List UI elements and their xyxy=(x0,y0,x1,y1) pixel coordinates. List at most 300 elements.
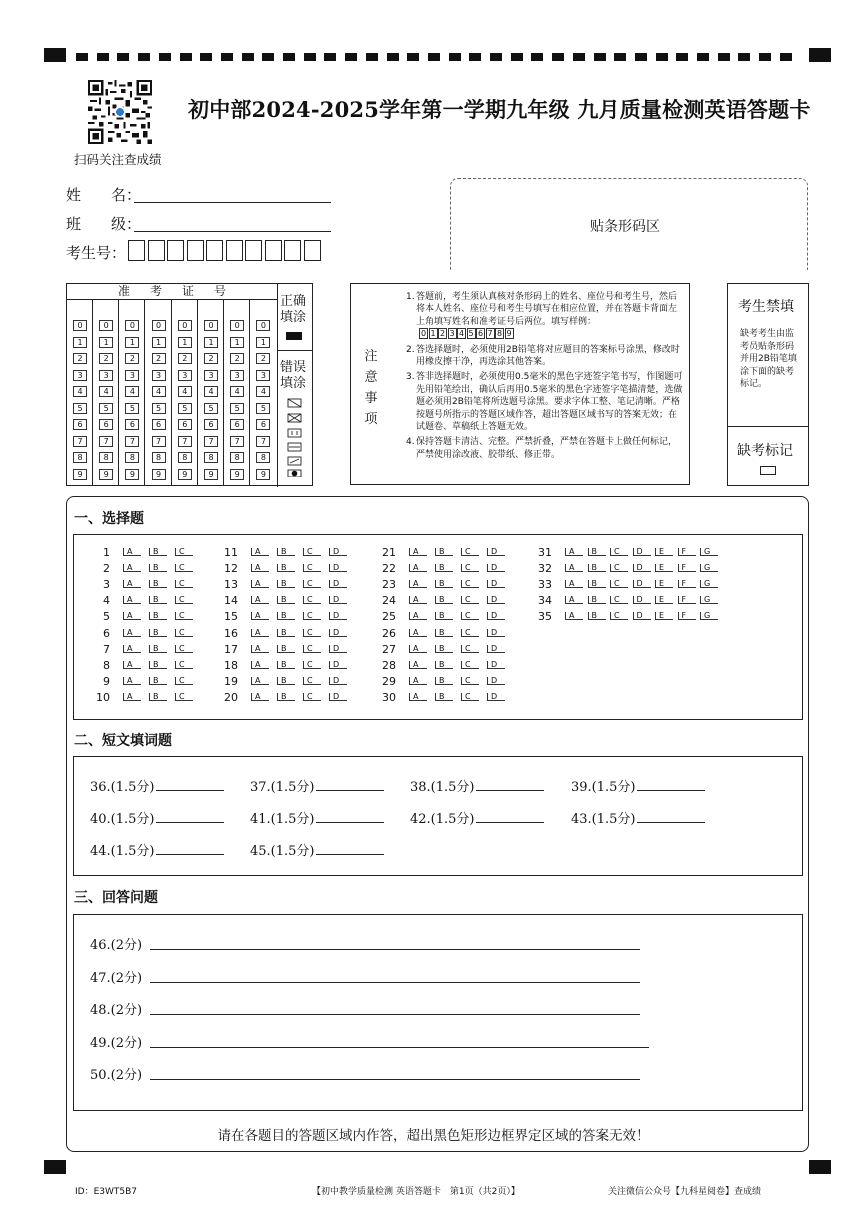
answer-line[interactable] xyxy=(150,982,640,983)
fill-blank-item xyxy=(250,776,384,795)
mc-option-bubble[interactable] xyxy=(123,547,141,556)
fill-blank-label: 40.(1.5分) xyxy=(90,812,155,827)
mc-option-bubble[interactable] xyxy=(149,644,167,653)
answer-line[interactable] xyxy=(150,1014,640,1015)
mc-option-bubble[interactable] xyxy=(277,595,295,604)
mc-option-bubble[interactable] xyxy=(588,595,606,604)
name-field[interactable] xyxy=(134,202,331,203)
mc-option-bubble[interactable] xyxy=(655,579,673,588)
ticket-digit-bubble[interactable]: 6 xyxy=(125,419,139,430)
ticket-digit-bubble[interactable]: 4 xyxy=(73,386,87,397)
mc-option-bubble[interactable] xyxy=(329,579,347,588)
mc-option-bubble[interactable] xyxy=(409,611,427,620)
answer-line[interactable] xyxy=(150,949,640,950)
mc-option-bubble[interactable] xyxy=(251,547,269,556)
mc-option-bubble[interactable] xyxy=(487,644,505,653)
mc-option-bubble[interactable] xyxy=(251,628,269,637)
fill-blank-line[interactable] xyxy=(637,811,705,823)
mc-option-bubble[interactable] xyxy=(633,563,651,572)
mc-option-bubble[interactable] xyxy=(123,676,141,685)
ticket-digit-bubble[interactable]: 6 xyxy=(256,419,270,430)
mc-option-label: A xyxy=(127,659,133,669)
mc-option-label: B xyxy=(439,627,445,637)
ticket-digit-bubble[interactable]: 4 xyxy=(125,386,139,397)
ticket-digit-bubble[interactable]: 5 xyxy=(178,403,192,414)
ticket-digit-bubble[interactable]: 9 xyxy=(99,469,113,480)
timing-mark-top-right xyxy=(809,48,831,62)
mc-option-bubble[interactable] xyxy=(175,676,193,685)
ticket-digit-bubble[interactable]: 9 xyxy=(256,469,270,480)
mc-option-bubble[interactable] xyxy=(700,595,718,604)
mc-option-bubble[interactable] xyxy=(175,628,193,637)
mc-option-bubble[interactable] xyxy=(487,563,505,572)
ticket-digit-bubble[interactable]: 2 xyxy=(256,353,270,364)
mc-option-bubble[interactable] xyxy=(149,547,167,556)
mc-option-bubble[interactable] xyxy=(329,595,347,604)
mc-option-bubble[interactable] xyxy=(655,611,673,620)
ticket-digit-bubble[interactable]: 3 xyxy=(256,370,270,381)
fill-blank-label: 44.(1.5分) xyxy=(90,844,155,859)
ticket-digit-column xyxy=(67,300,93,486)
mc-option-bubble[interactable] xyxy=(409,547,427,556)
timing-mark xyxy=(490,53,502,61)
ticket-digit-bubble[interactable]: 5 xyxy=(204,403,218,414)
ticket-digit-bubble[interactable]: 2 xyxy=(73,353,87,364)
ticket-digit-bubble[interactable]: 0 xyxy=(99,320,113,331)
mc-option-bubble[interactable] xyxy=(461,644,479,653)
ticket-digit-bubble[interactable]: 4 xyxy=(99,386,113,397)
ticket-digit-bubble[interactable]: 1 xyxy=(99,337,113,348)
mc-option-bubble[interactable] xyxy=(610,547,628,556)
mc-option-bubble[interactable] xyxy=(277,692,295,701)
ticket-digit-bubble[interactable]: 1 xyxy=(73,337,87,348)
mc-option-label: B xyxy=(591,595,597,605)
mc-option-bubble[interactable] xyxy=(329,676,347,685)
mc-option-bubble[interactable] xyxy=(487,692,505,701)
ticket-digit-bubble[interactable]: 0 xyxy=(125,320,139,331)
mc-option-bubble[interactable] xyxy=(409,595,427,604)
mc-option-bubble[interactable] xyxy=(303,644,321,653)
mc-option-label: E xyxy=(659,547,665,556)
mc-option-bubble[interactable] xyxy=(329,644,347,653)
mc-option-bubble[interactable] xyxy=(461,579,479,588)
mc-question-number: 25 xyxy=(382,610,396,624)
mc-option-label: B xyxy=(591,579,597,589)
fill-blank-line[interactable] xyxy=(156,779,224,791)
mc-option-label: B xyxy=(153,659,159,669)
mc-option-bubble[interactable] xyxy=(610,579,628,588)
mc-option-bubble[interactable] xyxy=(303,628,321,637)
absent-mark-box[interactable] xyxy=(760,466,776,475)
ticket-digit-bubble[interactable]: 3 xyxy=(230,370,244,381)
ticket-digit-bubble[interactable]: 8 xyxy=(204,452,218,463)
mc-option-label: C xyxy=(179,675,185,685)
exam-no-box[interactable] xyxy=(265,240,282,261)
mc-option-label: A xyxy=(127,611,133,621)
fill-blank-line[interactable] xyxy=(316,811,384,823)
mc-option-bubble[interactable] xyxy=(149,676,167,685)
mc-option-bubble[interactable] xyxy=(123,692,141,701)
mc-option-bubble[interactable] xyxy=(435,660,453,669)
mc-option-label: A xyxy=(413,643,419,653)
mc-option-bubble[interactable] xyxy=(123,563,141,572)
mc-option-label: A xyxy=(413,547,419,556)
ticket-digit-bubble[interactable]: 9 xyxy=(204,469,218,480)
mc-option-bubble[interactable] xyxy=(633,595,651,604)
ticket-digit-bubble[interactable]: 0 xyxy=(230,320,244,331)
mc-option-bubble[interactable] xyxy=(461,628,479,637)
mc-option-bubble[interactable] xyxy=(149,595,167,604)
mc-option-bubble[interactable] xyxy=(251,579,269,588)
ticket-digit-bubble[interactable]: 7 xyxy=(178,436,192,447)
ticket-digit-bubble[interactable]: 2 xyxy=(99,353,113,364)
answer-label: 46.(2分) xyxy=(90,938,143,953)
mc-option-bubble[interactable] xyxy=(610,595,628,604)
ticket-digit-bubble[interactable]: 1 xyxy=(125,337,139,348)
mc-option-bubble[interactable] xyxy=(588,547,606,556)
mc-option-bubble[interactable] xyxy=(633,611,651,620)
answer-line[interactable] xyxy=(150,1047,649,1048)
ticket-digit-bubble[interactable]: 1 xyxy=(178,337,192,348)
ticket-digit-bubble[interactable]: 8 xyxy=(125,452,139,463)
mc-option-bubble[interactable] xyxy=(149,611,167,620)
ticket-digit-bubble[interactable]: 7 xyxy=(125,436,139,447)
mc-option-bubble[interactable] xyxy=(588,563,606,572)
ticket-digit-bubble[interactable]: 6 xyxy=(178,419,192,430)
mc-option-bubble[interactable] xyxy=(409,692,427,701)
ticket-digit-bubble[interactable]: 2 xyxy=(178,353,192,364)
ticket-digit-bubble[interactable]: 9 xyxy=(178,469,192,480)
ticket-digit-bubble[interactable]: 8 xyxy=(99,452,113,463)
mc-option-bubble[interactable] xyxy=(123,628,141,637)
mc-option-bubble[interactable] xyxy=(435,595,453,604)
mc-option-bubble[interactable] xyxy=(175,547,193,556)
ticket-digit-bubble[interactable]: 3 xyxy=(73,370,87,381)
mc-option-bubble[interactable] xyxy=(409,644,427,653)
mc-option-bubble[interactable] xyxy=(610,563,628,572)
mc-option-bubble[interactable] xyxy=(123,611,141,620)
mc-option-bubble[interactable] xyxy=(435,579,453,588)
exam-no-box[interactable] xyxy=(167,240,184,261)
mc-option-bubble[interactable] xyxy=(409,660,427,669)
ticket-digit-bubble[interactable]: 2 xyxy=(230,353,244,364)
ticket-digit-bubble[interactable]: 0 xyxy=(204,320,218,331)
mc-option-bubble[interactable] xyxy=(487,595,505,604)
mc-option-bubble[interactable] xyxy=(435,692,453,701)
mc-option-bubble[interactable] xyxy=(461,660,479,669)
ticket-digit-bubble[interactable]: 1 xyxy=(152,337,166,348)
fill-blank-label: 42.(1.5分) xyxy=(410,812,475,827)
exam-no-box[interactable] xyxy=(245,240,262,261)
mc-option-bubble[interactable] xyxy=(700,611,718,620)
ticket-digit-bubble[interactable]: 3 xyxy=(178,370,192,381)
mc-option-label: C xyxy=(307,643,313,653)
ticket-digit-bubble[interactable]: 1 xyxy=(204,337,218,348)
mc-option-bubble[interactable] xyxy=(678,563,696,572)
mc-option-bubble[interactable] xyxy=(277,660,295,669)
ticket-digit-bubble[interactable]: 8 xyxy=(230,452,244,463)
mc-option-bubble[interactable] xyxy=(435,547,453,556)
fill-blank-line[interactable] xyxy=(476,779,544,791)
ticket-digit-bubble[interactable]: 2 xyxy=(204,353,218,364)
ticket-digit-bubble[interactable]: 6 xyxy=(230,419,244,430)
mc-option-bubble[interactable] xyxy=(251,660,269,669)
ticket-digit-bubble[interactable]: 8 xyxy=(178,452,192,463)
ticket-digit-bubble[interactable]: 5 xyxy=(256,403,270,414)
mc-option-bubble[interactable] xyxy=(487,660,505,669)
mc-option-bubble[interactable] xyxy=(435,644,453,653)
timing-mark xyxy=(718,53,730,61)
mc-option-bubble[interactable] xyxy=(329,611,347,620)
mc-option-bubble[interactable] xyxy=(435,676,453,685)
ticket-digit-column xyxy=(224,300,250,486)
mc-option-bubble[interactable] xyxy=(565,579,583,588)
ticket-digit-bubble[interactable]: 6 xyxy=(99,419,113,430)
mc-option-bubble[interactable] xyxy=(700,579,718,588)
ticket-digit-bubble[interactable]: 5 xyxy=(73,403,87,414)
fill-blank-line[interactable] xyxy=(316,779,384,791)
mc-option-bubble[interactable] xyxy=(149,628,167,637)
timing-mark xyxy=(304,53,316,61)
mc-option-bubble[interactable] xyxy=(303,660,321,669)
fill-blank-line[interactable] xyxy=(156,811,224,823)
exam-no-box[interactable] xyxy=(148,240,165,261)
ticket-digit-bubble[interactable]: 3 xyxy=(125,370,139,381)
ticket-digit-bubble[interactable]: 9 xyxy=(125,469,139,480)
mc-option-bubble[interactable] xyxy=(303,676,321,685)
ticket-digit-bubble[interactable]: 9 xyxy=(73,469,87,480)
mc-option-bubble[interactable] xyxy=(655,547,673,556)
ticket-digit-bubble[interactable]: 7 xyxy=(204,436,218,447)
timing-mark-bottom-right xyxy=(809,1160,831,1174)
mc-option-bubble[interactable] xyxy=(277,579,295,588)
mc-option-bubble[interactable] xyxy=(251,692,269,701)
timing-mark xyxy=(780,53,792,61)
ticket-digit-bubble[interactable]: 5 xyxy=(99,403,113,414)
exam-no-box[interactable] xyxy=(187,240,204,261)
mc-option-label: C xyxy=(179,627,185,637)
mc-option-label: C xyxy=(179,643,185,653)
mc-option-bubble[interactable] xyxy=(123,660,141,669)
mc-option-bubble[interactable] xyxy=(565,547,583,556)
mc-option-label: B xyxy=(281,691,287,701)
mc-option-bubble[interactable] xyxy=(251,595,269,604)
timing-mark xyxy=(428,53,440,61)
ticket-digit-bubble[interactable]: 1 xyxy=(230,337,244,348)
mc-option-bubble[interactable] xyxy=(175,595,193,604)
mc-option-bubble[interactable] xyxy=(588,579,606,588)
ticket-digit-bubble[interactable]: 6 xyxy=(73,419,87,430)
mc-option-label: A xyxy=(255,611,261,621)
mc-option-label: B xyxy=(153,563,159,573)
ticket-digit-bubble[interactable]: 4 xyxy=(204,386,218,397)
mc-option-bubble[interactable] xyxy=(303,563,321,572)
ticket-digit-bubble[interactable]: 2 xyxy=(152,353,166,364)
mc-option-bubble[interactable] xyxy=(461,563,479,572)
mc-option-bubble[interactable] xyxy=(329,660,347,669)
ticket-digit-bubble[interactable]: 4 xyxy=(256,386,270,397)
ticket-digit-bubble[interactable]: 9 xyxy=(152,469,166,480)
ticket-digit-bubble[interactable]: 2 xyxy=(125,353,139,364)
mc-option-bubble[interactable] xyxy=(435,563,453,572)
answer-line[interactable] xyxy=(150,1079,640,1080)
mc-option-bubble[interactable] xyxy=(175,660,193,669)
mc-option-bubble[interactable] xyxy=(655,595,673,604)
mc-option-bubble[interactable] xyxy=(303,547,321,556)
mc-option-bubble[interactable] xyxy=(435,628,453,637)
mc-option-bubble[interactable] xyxy=(175,644,193,653)
mc-option-bubble[interactable] xyxy=(409,676,427,685)
ticket-digit-bubble[interactable]: 0 xyxy=(73,320,87,331)
mc-option-bubble[interactable] xyxy=(588,611,606,620)
mc-option-bubble[interactable] xyxy=(329,692,347,701)
mc-option-label: A xyxy=(255,627,261,637)
mc-option-bubble[interactable] xyxy=(123,644,141,653)
mc-option-bubble[interactable] xyxy=(175,692,193,701)
mc-option-bubble[interactable] xyxy=(175,579,193,588)
fill-blank-line[interactable] xyxy=(156,843,224,855)
mc-option-bubble[interactable] xyxy=(303,611,321,620)
mc-option-bubble[interactable] xyxy=(251,644,269,653)
ticket-digit-bubble[interactable]: 3 xyxy=(152,370,166,381)
mc-option-bubble[interactable] xyxy=(303,595,321,604)
ticket-digit-bubble[interactable]: 5 xyxy=(230,403,244,414)
mc-option-bubble[interactable] xyxy=(149,563,167,572)
ticket-digit-bubble[interactable]: 7 xyxy=(152,436,166,447)
mc-option-bubble[interactable] xyxy=(175,563,193,572)
mc-option-label: D xyxy=(491,643,498,653)
ticket-digit-bubble[interactable]: 0 xyxy=(256,320,270,331)
mc-option-bubble[interactable] xyxy=(277,644,295,653)
mc-question-number: 16 xyxy=(224,626,238,640)
ticket-digit-bubble[interactable]: 1 xyxy=(256,337,270,348)
class-field[interactable] xyxy=(134,231,331,232)
mc-option-bubble[interactable] xyxy=(329,563,347,572)
exam-no-box[interactable] xyxy=(226,240,243,261)
ticket-digit-bubble[interactable]: 6 xyxy=(152,419,166,430)
mc-option-bubble[interactable] xyxy=(487,628,505,637)
ticket-digit-bubble[interactable]: 7 xyxy=(256,436,270,447)
ticket-digit-bubble[interactable]: 9 xyxy=(230,469,244,480)
mc-option-bubble[interactable] xyxy=(565,611,583,620)
ticket-digit-bubble[interactable]: 5 xyxy=(125,403,139,414)
ticket-digit-bubble[interactable]: 4 xyxy=(178,386,192,397)
mc-option-bubble[interactable] xyxy=(487,611,505,620)
mc-option-bubble[interactable] xyxy=(435,611,453,620)
ticket-digit-bubble[interactable]: 8 xyxy=(256,452,270,463)
ticket-digit-bubble[interactable]: 3 xyxy=(99,370,113,381)
mc-option-bubble[interactable] xyxy=(149,660,167,669)
mc-option-bubble[interactable] xyxy=(461,547,479,556)
mc-option-label: D xyxy=(333,659,340,669)
fill-blank-line[interactable] xyxy=(316,843,384,855)
fill-blank-line[interactable] xyxy=(476,811,544,823)
exam-no-box[interactable] xyxy=(304,240,321,261)
footer-page: 【初中教学质量检测 英语答题卡 第1页（共2页）】 xyxy=(312,1187,520,1197)
timing-mark xyxy=(573,53,585,61)
ticket-digit-bubble[interactable]: 4 xyxy=(230,386,244,397)
ticket-digit-bubble[interactable]: 3 xyxy=(204,370,218,381)
timing-mark xyxy=(759,53,771,61)
mc-option-label: F xyxy=(681,579,687,589)
ticket-digit-bubble[interactable]: 4 xyxy=(152,386,166,397)
mc-option-bubble[interactable] xyxy=(633,547,651,556)
mc-option-bubble[interactable] xyxy=(149,579,167,588)
mc-option-bubble[interactable] xyxy=(409,563,427,572)
mc-question-number: 3 xyxy=(103,578,110,592)
mc-option-bubble[interactable] xyxy=(277,547,295,556)
mc-option-bubble[interactable] xyxy=(610,611,628,620)
timing-mark xyxy=(594,53,606,61)
exam-no-box[interactable] xyxy=(128,240,145,261)
mc-option-bubble[interactable] xyxy=(461,611,479,620)
mc-option-bubble[interactable] xyxy=(678,611,696,620)
exam-no-box[interactable] xyxy=(284,240,301,261)
mc-option-bubble[interactable] xyxy=(251,563,269,572)
ticket-digit-bubble[interactable]: 8 xyxy=(152,452,166,463)
mc-option-label: A xyxy=(255,643,261,653)
mc-option-bubble[interactable] xyxy=(123,579,141,588)
mc-option-bubble[interactable] xyxy=(409,579,427,588)
mc-option-bubble[interactable] xyxy=(277,628,295,637)
mc-option-label: C xyxy=(307,611,313,621)
mc-option-bubble[interactable] xyxy=(487,547,505,556)
mc-option-bubble[interactable] xyxy=(175,611,193,620)
mc-option-bubble[interactable] xyxy=(678,547,696,556)
ticket-digit-bubble[interactable]: 8 xyxy=(73,452,87,463)
mc-option-bubble[interactable] xyxy=(329,628,347,637)
mc-option-bubble[interactable] xyxy=(461,692,479,701)
mc-option-bubble[interactable] xyxy=(303,579,321,588)
mc-option-bubble[interactable] xyxy=(277,611,295,620)
fill-blank-line[interactable] xyxy=(637,779,705,791)
mc-option-bubble[interactable] xyxy=(461,676,479,685)
ticket-digit-bubble[interactable]: 6 xyxy=(204,419,218,430)
ticket-digit-bubble[interactable]: 7 xyxy=(73,436,87,447)
mc-option-bubble[interactable] xyxy=(633,579,651,588)
mc-option-bubble[interactable] xyxy=(678,579,696,588)
mc-option-bubble[interactable] xyxy=(655,563,673,572)
mc-option-bubble[interactable] xyxy=(487,676,505,685)
ticket-digit-bubble[interactable]: 7 xyxy=(99,436,113,447)
mc-option-bubble[interactable] xyxy=(123,595,141,604)
mc-option-bubble[interactable] xyxy=(565,563,583,572)
mc-option-bubble[interactable] xyxy=(409,628,427,637)
mc-option-bubble[interactable] xyxy=(700,563,718,572)
mc-option-bubble[interactable] xyxy=(251,611,269,620)
mc-option-bubble[interactable] xyxy=(461,595,479,604)
mc-option-bubble[interactable] xyxy=(149,692,167,701)
ticket-digit-bubble[interactable]: 0 xyxy=(178,320,192,331)
mc-option-label: A xyxy=(413,579,419,589)
mc-option-bubble[interactable] xyxy=(678,595,696,604)
mc-option-bubble[interactable] xyxy=(700,547,718,556)
mc-option-bubble[interactable] xyxy=(329,547,347,556)
mc-option-label: D xyxy=(333,595,340,605)
ticket-digit-bubble[interactable]: 7 xyxy=(230,436,244,447)
mc-option-bubble[interactable] xyxy=(487,579,505,588)
ticket-digit-bubble[interactable]: 0 xyxy=(152,320,166,331)
mc-option-bubble[interactable] xyxy=(251,676,269,685)
mc-option-bubble[interactable] xyxy=(277,563,295,572)
ticket-digit-bubble[interactable]: 5 xyxy=(152,403,166,414)
note-item xyxy=(406,344,684,369)
mc-question-number: 8 xyxy=(103,658,110,672)
mc-option-bubble[interactable] xyxy=(565,595,583,604)
mc-option-bubble[interactable] xyxy=(303,692,321,701)
exam-no-box[interactable] xyxy=(206,240,223,261)
mc-option-bubble[interactable] xyxy=(277,676,295,685)
